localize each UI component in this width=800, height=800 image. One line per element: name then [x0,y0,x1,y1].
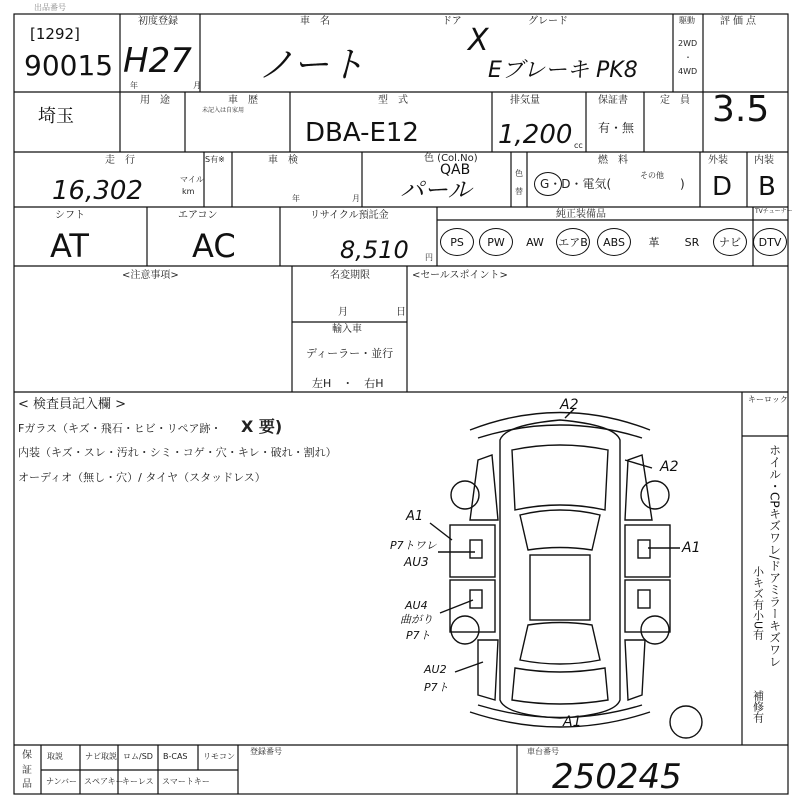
chassis-label: 車台番号 [527,747,559,756]
first-reg-month: 月 [193,81,201,90]
mark-quarter-au2: AU2 [424,663,447,676]
eval-label: 評価点 [720,16,759,27]
inspector-line-1-mark: X 要) [241,417,283,436]
dealer-option: ディーラー・並行 [306,347,394,360]
displacement-label: 排気量 [510,95,540,106]
equipment-item: ABS [597,228,631,256]
km-unit: km [182,187,195,196]
mark-door-right-a1: A1 [682,540,701,556]
footer-side-2: 証 [22,765,32,776]
side-small-1: 小キズ有 [751,566,765,610]
chassis-value: 250245 [552,757,682,797]
color-value: パール [400,176,472,204]
shift-label: シフト [55,210,85,221]
mileage-value: 16,302 [52,176,143,206]
inspection-month: 月 [352,194,360,203]
exterior-label: 外装 [708,155,728,166]
handle-option: 左H ・ 右H [312,377,384,390]
mark-rear-au4: AU4 [405,599,428,612]
equipment-item: エアB [556,228,590,256]
lot-faded-label: 出品番号 [34,3,66,12]
color-side-2: 替 [515,187,523,196]
car-name-value: ノート [258,45,365,86]
footer-side-1: 保 [22,750,32,761]
first-reg-year: 年 [130,81,138,90]
inspector-line-3: オーディオ（無し・穴）/ タイヤ（スタッドレス） [18,471,266,484]
shift-value: AT [50,227,89,265]
fuel-options: G・D・電気( [540,177,612,191]
footer-equip-item: ナビ取説 [85,752,117,761]
mark-fender-right: A2 [660,459,679,475]
grade-value-x: X [468,23,489,58]
import-label: 輸入車 [332,324,362,335]
history-label: 車 歴 [228,95,258,106]
mark-door-left-a1: A1 [406,509,424,524]
warranty-label: 保証書 [598,95,628,106]
inspector-title: < 検査員記入欄 > [18,397,127,412]
mark-quarter-paint: P7ト [424,681,449,694]
grade-label: グレード [528,16,568,27]
equipment-item: SR [684,235,700,249]
drive-4wd: 4WD [678,67,698,76]
mark-rear-bend: 曲がり [400,613,433,626]
cc-unit: cc [574,141,583,150]
inspector-line-2: 内装（キズ・スレ・汚れ・シミ・コゲ・穴・キレ・破れ・割れ） [18,446,337,459]
ac-value: AC [192,227,236,265]
mark-door-left-paint: P7トワレ [390,539,437,552]
name-change-label: 名変期限 [330,270,370,281]
inspection-label: 車 検 [268,155,298,166]
footer-equip-item: リモコン [203,752,235,761]
interior-label: 内装 [754,155,774,166]
displacement-value: 1,200 [498,120,573,150]
mileage-label: 走 行 [105,155,135,166]
mile-unit: マイル [180,175,204,184]
side-small-2: 小U有 [751,610,765,641]
drive-label: 駆動 [679,16,695,25]
footer-side-3: 品 [22,779,32,790]
equipment-item: 革 [648,236,660,249]
exterior-value: D [712,172,733,202]
mark-door-left-au3: AU3 [404,555,429,569]
drive-2wd: 2WD [678,39,698,48]
recycle-value: 8,510 [340,236,409,264]
prefecture: 埼玉 [38,106,74,127]
footer-equip-item: ロム/SD [123,752,153,761]
footer-equip-item: ナンバー [46,777,78,786]
color-label: 色 (Col.No) [424,153,478,164]
lot-number: 90015 [24,49,114,82]
equipment-item: ナビ [713,228,747,256]
footer-equip-item: キーレス [122,777,154,786]
purpose-label: 用 途 [140,95,170,106]
side-repair: 補修有 [751,690,765,723]
inspection-year: 年 [292,194,300,203]
mark-rear-paint: P7ト [406,629,431,642]
capacity-label: 定 員 [660,95,690,106]
model-value: DBA-E12 [305,118,419,148]
eval-value: 3.5 [712,89,770,130]
keylock-label: キーロック [748,395,788,404]
inspector-line-1: Fガラス（キズ・飛石・ヒビ・リペア跡・ [18,422,222,435]
warranty-value: 有・無 [598,121,635,135]
mark-front-top: A2 [560,397,579,413]
ac-label: エアコン [178,210,218,221]
footer-equip-item: B-CAS [163,752,188,761]
footer-equip-item: スマートキー [162,777,210,786]
caution-label: <注意事項> [122,270,179,281]
first-reg-label: 初度登録 [138,16,178,27]
equipment-item: AW [526,235,544,249]
fuel-other: その他 [640,171,664,180]
mark-rear-bottom: A1 [563,714,582,730]
equipment-item: PS [440,228,474,256]
history-note: 未記入は自家用 [202,107,245,114]
footer-equip-item: 取説 [47,752,63,761]
equipment-item: PW [479,228,513,256]
model-label: 型 式 [378,95,408,106]
color-side-1: 色 [515,169,523,178]
fuel-g-circle [534,172,562,196]
interior-value: B [758,172,776,202]
name-change-day: 日 [396,307,406,318]
footer-equip-item: スペアキー [84,777,124,786]
color-code: QAB [440,162,471,178]
equipment-item: DTV [753,228,787,256]
reg-no-label: 登録番号 [250,747,282,756]
first-reg-value: H27 [123,41,192,81]
name-change-month: 月 [338,307,348,318]
grade-value: Eブレーキ PK8 [488,58,638,83]
drive-dot: ・ [684,53,692,62]
lot-bracket: [1292] [30,25,80,43]
car-name-label: 車 名 [300,16,330,27]
recycle-label: リサイクル預託金 [310,210,389,221]
meter-label: S有※ [205,155,225,164]
equipment-label: 純正装備品 [556,209,606,220]
door-label: ドア [442,16,462,27]
fuel-close: ) [680,177,685,191]
yen-mark: 円 [425,253,433,262]
tv-tuner-label: TVチューナー [755,208,793,215]
fuel-label: 燃 料 [598,155,628,166]
wheel-mirror-note: ホイル・CPキズワレ/ドアミラーキズワレ [767,444,782,668]
sales-point-label: <セールスポイント> [412,270,508,281]
